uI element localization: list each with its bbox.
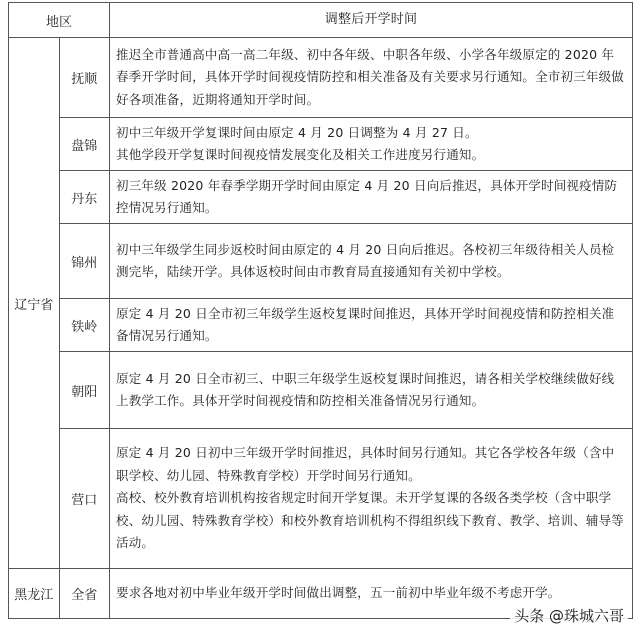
watermark-label: 头条 @珠城六哥: [510, 604, 628, 627]
table-row: [9, 299, 633, 352]
city-name: 丹东: [59, 171, 110, 224]
city-name: 抚顺: [59, 38, 110, 118]
city-name: 铁岭: [59, 299, 110, 352]
table-row: [9, 352, 633, 429]
city-notice: 推迟全市普通高中高一高二年级、初中各年级、中职各年级、小学各年级原定的 2020 年春季开学时间，具体开学时间视疫情防控和相关准备及有关要求另行通知。全市初三年级做好各项准备，近期将通知开学时间。: [110, 38, 633, 118]
header-region: 地区: [9, 3, 110, 38]
city-notice: 初中三年级开学复课时间由原定 4 月 20 日调整为 4 月 27 日。 其他学段开学复课时间视疫情发展变化及相关工作进度另行通知。: [110, 118, 633, 171]
table-row: [9, 38, 633, 118]
city-notice: 要求各地对初中毕业年级开学时间做出调整，五一前初中毕业年级不考虑开学。: [110, 569, 633, 619]
table-header-row: [9, 3, 633, 38]
city-name: 朝阳: [59, 352, 110, 429]
city-notice: 原定 4 月 20 日全市初三年级学生返校复课时间推迟，具体开学时间视疫情和防控相关准备情况另行通知。: [110, 299, 633, 352]
city-name: 营口: [59, 429, 110, 569]
header-time: 调整后开学时间: [110, 3, 633, 38]
table-row: [9, 171, 633, 224]
table-row: [9, 429, 633, 569]
table-row: [9, 224, 633, 299]
city-notice: 初三年级 2020 年春季学期开学时间由原定 4 月 20 日向后推迟，具体开学时间视疫情防控情况另行通知。: [110, 171, 633, 224]
city-name: 全省: [59, 569, 110, 619]
city-name: 盘锦: [59, 118, 110, 171]
province-heilongjiang: 黑龙江: [9, 569, 60, 619]
table-row: [9, 118, 633, 171]
city-name: 锦州: [59, 224, 110, 299]
city-notice: 原定 4 月 20 日全市初三、中职三年级学生返校复课时间推迟，请各相关学校继续做好线上教学工作。具体开学时间视疫情和防控相关准备情况另行通知。: [110, 352, 633, 429]
city-notice: 原定 4 月 20 日初中三年级开学时间推迟，具体时间另行通知。其它各学校各年级（含中职学校、幼儿园、特殊教育学校）开学时间另行通知。 高校、校外教育培训机构按省规定时间开学复课。未开学复课的各级各类学校（含中职学校、幼儿园、特殊教育学校）和校外教育培训机构不得组织线下教育、教学、培训、辅导等活动。: [110, 429, 633, 569]
school-reopening-table: [8, 2, 633, 619]
province-liaoning: 辽宁省: [9, 38, 60, 569]
city-notice: 初中三年级学生同步返校时间由原定的 4 月 20 日向后推迟。各校初三年级待相关人员检测完毕，陆续开学。具体返校时间由市教育局直接通知有关初中学校。: [110, 224, 633, 299]
